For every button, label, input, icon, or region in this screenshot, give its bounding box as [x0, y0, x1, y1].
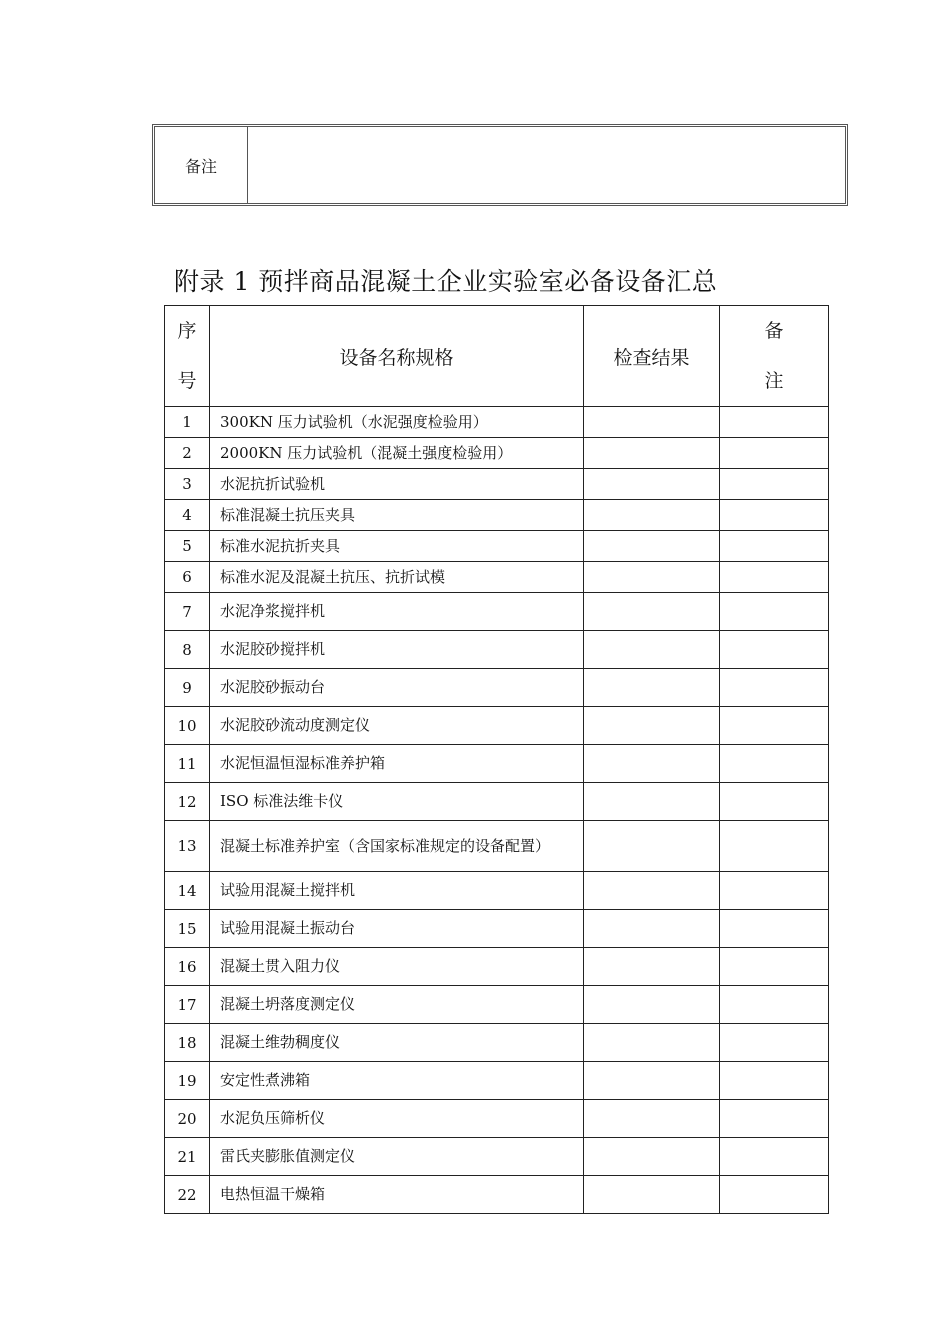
row-number: 9 [165, 669, 210, 707]
row-remark-cell [720, 407, 829, 438]
row-remark-cell [720, 531, 829, 562]
row-number: 20 [165, 1100, 210, 1138]
row-result-cell [584, 593, 720, 631]
row-result-cell [584, 948, 720, 986]
row-result-cell [584, 531, 720, 562]
row-remark-cell [720, 783, 829, 821]
table-row [165, 593, 829, 631]
table-row [165, 872, 829, 910]
row-equipment-name: 标准混凝土抗压夹具 [210, 500, 584, 531]
table-row [165, 562, 829, 593]
row-remark-cell [720, 593, 829, 631]
header-name: 设备名称规格 [210, 306, 584, 407]
row-number: 12 [165, 783, 210, 821]
header-remark-top: 备 [764, 320, 784, 342]
row-number: 21 [165, 1138, 210, 1176]
table-row [165, 910, 829, 948]
table-header-row [165, 306, 829, 407]
table-row [165, 986, 829, 1024]
row-remark-cell [720, 1176, 829, 1214]
row-equipment-name: 试验用混凝土搅拌机 [210, 872, 584, 910]
table-row [165, 948, 829, 986]
row-remark-cell [720, 1062, 829, 1100]
row-equipment-name: 2000KN 压力试验机（混凝土强度检验用） [210, 438, 584, 469]
remark-label: 备注 [155, 127, 248, 203]
row-number: 15 [165, 910, 210, 948]
row-equipment-name: 试验用混凝土振动台 [210, 910, 584, 948]
row-number: 22 [165, 1176, 210, 1214]
header-remark [720, 306, 829, 407]
remark-box [152, 124, 848, 206]
row-remark-cell [720, 986, 829, 1024]
row-remark-cell [720, 948, 829, 986]
row-number: 2 [165, 438, 210, 469]
row-equipment-name: 水泥胶砂流动度测定仪 [210, 707, 584, 745]
table-row [165, 745, 829, 783]
row-result-cell [584, 821, 720, 872]
row-result-cell [584, 986, 720, 1024]
row-equipment-name: 300KN 压力试验机（水泥强度检验用） [210, 407, 584, 438]
row-result-cell [584, 669, 720, 707]
table-row [165, 407, 829, 438]
row-number: 11 [165, 745, 210, 783]
row-result-cell [584, 1100, 720, 1138]
row-equipment-name: 水泥净浆搅拌机 [210, 593, 584, 631]
table-row [165, 669, 829, 707]
row-remark-cell [720, 631, 829, 669]
row-number: 5 [165, 531, 210, 562]
row-number: 17 [165, 986, 210, 1024]
table-row [165, 438, 829, 469]
row-remark-cell [720, 821, 829, 872]
header-result: 检查结果 [584, 306, 720, 407]
table-row [165, 1138, 829, 1176]
table-row [165, 707, 829, 745]
row-equipment-name: 标准水泥及混凝土抗压、抗折试模 [210, 562, 584, 593]
row-result-cell [584, 872, 720, 910]
table-row [165, 631, 829, 669]
header-seq [165, 306, 210, 407]
row-result-cell [584, 1176, 720, 1214]
header-seq-top: 序 [177, 320, 197, 342]
row-number: 6 [165, 562, 210, 593]
row-equipment-name: 安定性煮沸箱 [210, 1062, 584, 1100]
row-remark-cell [720, 500, 829, 531]
row-result-cell [584, 469, 720, 500]
remark-value [248, 127, 845, 203]
row-remark-cell [720, 910, 829, 948]
row-number: 16 [165, 948, 210, 986]
row-result-cell [584, 631, 720, 669]
row-result-cell [584, 438, 720, 469]
row-equipment-name: 混凝土维勃稠度仪 [210, 1024, 584, 1062]
row-result-cell [584, 910, 720, 948]
row-equipment-name: 混凝土贯入阻力仪 [210, 948, 584, 986]
row-remark-cell [720, 1138, 829, 1176]
row-remark-cell [720, 872, 829, 910]
table-row [165, 500, 829, 531]
row-equipment-name: 水泥胶砂振动台 [210, 669, 584, 707]
row-equipment-name: 水泥胶砂搅拌机 [210, 631, 584, 669]
table-row [165, 469, 829, 500]
row-remark-cell [720, 669, 829, 707]
row-result-cell [584, 562, 720, 593]
row-result-cell [584, 1062, 720, 1100]
row-result-cell [584, 745, 720, 783]
table-row [165, 1024, 829, 1062]
row-remark-cell [720, 707, 829, 745]
row-result-cell [584, 500, 720, 531]
row-remark-cell [720, 469, 829, 500]
row-number: 4 [165, 500, 210, 531]
row-number: 18 [165, 1024, 210, 1062]
row-equipment-name: 水泥抗折试验机 [210, 469, 584, 500]
row-result-cell [584, 407, 720, 438]
row-remark-cell [720, 745, 829, 783]
row-number: 8 [165, 631, 210, 669]
table-row [165, 821, 829, 872]
row-equipment-name: ISO 标准法维卡仪 [210, 783, 584, 821]
row-number: 1 [165, 407, 210, 438]
appendix-title: 附录 1 预拌商品混凝土企业实验室必备设备汇总 [174, 267, 718, 296]
row-result-cell [584, 1024, 720, 1062]
row-number: 13 [165, 821, 210, 872]
row-remark-cell [720, 562, 829, 593]
table-row [165, 1100, 829, 1138]
row-equipment-name: 水泥恒温恒湿标准养护箱 [210, 745, 584, 783]
row-equipment-name: 电热恒温干燥箱 [210, 1176, 584, 1214]
row-equipment-name: 水泥负压筛析仪 [210, 1100, 584, 1138]
table-row [165, 1176, 829, 1214]
row-equipment-name: 混凝土坍落度测定仪 [210, 986, 584, 1024]
row-remark-cell [720, 1024, 829, 1062]
row-remark-cell [720, 438, 829, 469]
row-number: 3 [165, 469, 210, 500]
header-seq-bottom: 号 [177, 370, 197, 392]
row-number: 7 [165, 593, 210, 631]
row-equipment-name: 标准水泥抗折夹具 [210, 531, 584, 562]
table-row [165, 531, 829, 562]
equipment-table [164, 305, 829, 1214]
row-number: 10 [165, 707, 210, 745]
row-number: 14 [165, 872, 210, 910]
table-row [165, 783, 829, 821]
row-number: 19 [165, 1062, 210, 1100]
row-remark-cell [720, 1100, 829, 1138]
row-equipment-name: 雷氏夹膨胀值测定仪 [210, 1138, 584, 1176]
table-row [165, 1062, 829, 1100]
row-result-cell [584, 707, 720, 745]
header-remark-bottom: 注 [764, 370, 784, 392]
row-result-cell [584, 783, 720, 821]
row-result-cell [584, 1138, 720, 1176]
row-equipment-name: 混凝土标准养护室（含国家标准规定的设备配置） [210, 821, 584, 872]
